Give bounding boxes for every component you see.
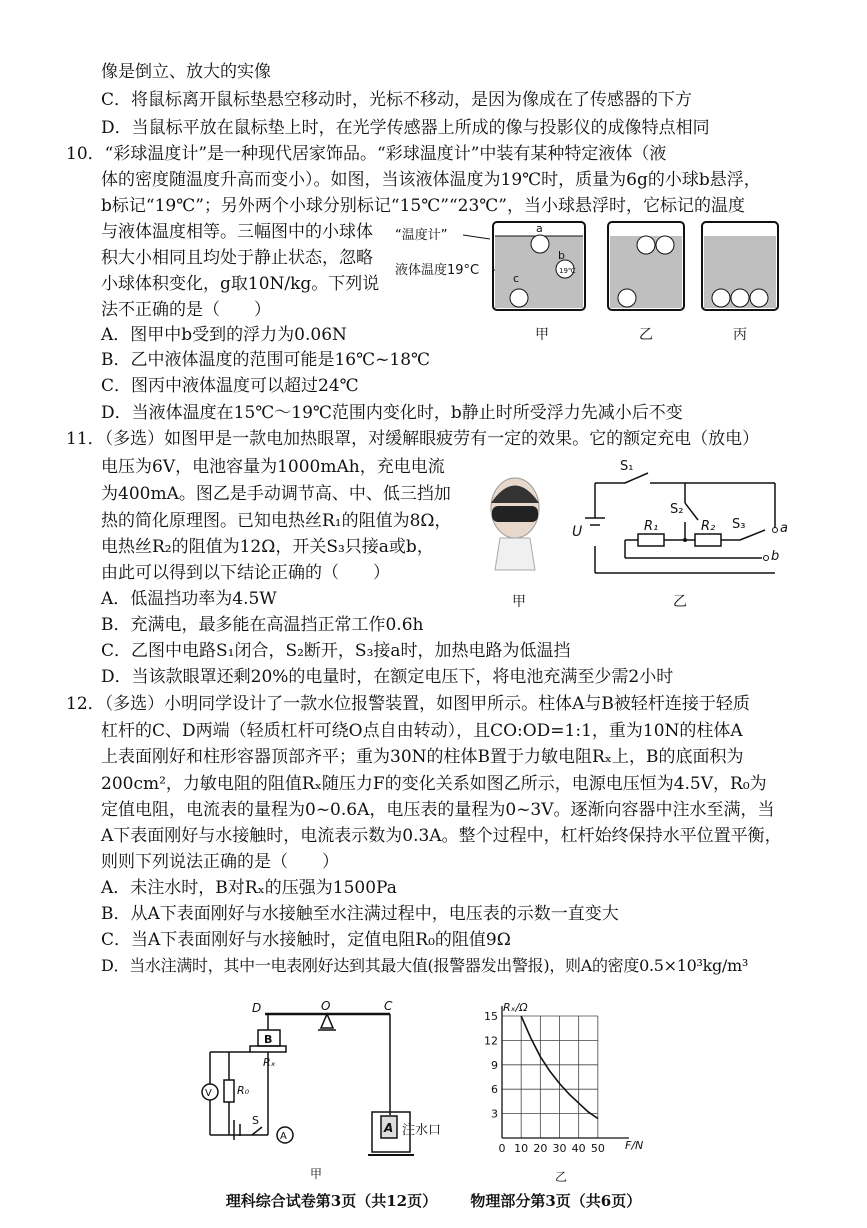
label-U: U [572, 524, 583, 540]
line-4: 体的密度随温度升高而变小）。如图，当该液体温度为19℃时，质量为6g的小球b悬浮， [101, 170, 761, 190]
line-8: 小球体积变化，g取10N/kg。下列说 [101, 274, 380, 294]
line-27: 200cm²，力敏电阻的阻值Rₓ随压力F的变化关系如图乙所示，电源电压恒为4.5V，R₀为 [101, 774, 767, 794]
label-S3: S₃ [732, 517, 746, 532]
ball-c-label: c [513, 272, 520, 285]
label-block-A: A [384, 1121, 394, 1135]
line-12: C．图丙中液体温度可以超过24℃ [101, 376, 359, 396]
line-5: b标记“19℃”；另外两个小球分别标记“15℃”“23℃”，当小球悬浮时，它标记的温度 [101, 196, 745, 216]
caption-bing: 丙 [733, 327, 747, 342]
line-18: 电热丝R₂的阻值为12Ω，开关S₃只接a或b， [101, 537, 434, 557]
line-31: A．未注水时，B对Rₓ的压强为1500Pa [101, 878, 397, 898]
caption-jia-12: 甲 [310, 1167, 323, 1180]
chart-rx-vs-force [475, 995, 645, 1190]
label-a: a [780, 521, 788, 536]
line-20: A．低温挡功率为4.5W [101, 589, 277, 609]
footer-left: 理科综合试卷第3页（共12页） [225, 1192, 438, 1210]
x-tick-label-5: 50 [590, 1142, 605, 1155]
line-23: D．当该款眼罩还剩20%的电量时，在额定电压下，将电池充满至少需2小时 [101, 667, 674, 687]
line-13: D．当液体温度在15℃～19℃范围内变化时，b静止时所受浮力先减小后不变 [101, 403, 683, 423]
x-tick-label-2: 20 [533, 1142, 548, 1155]
chart-caption: 乙 [555, 1170, 568, 1184]
label-R2: R₂ [701, 519, 716, 534]
circuit-diagram [585, 473, 775, 573]
ball-a-label: a [536, 222, 543, 235]
caption-jia-11: 甲 [512, 594, 526, 608]
line-21: B．充满电，最多能在高温挡正常工作0.6h [101, 615, 424, 635]
x-tick-label-3: 30 [552, 1142, 567, 1155]
y-tick-label-2: 9 [491, 1058, 498, 1072]
page-footer [0, 1190, 867, 1211]
line-10: A．图甲中b受到的浮力为0.06N [101, 325, 347, 345]
y-tick-label-1: 6 [491, 1083, 498, 1097]
line-6: 与液体温度相等。三幅图中的小球体 [101, 222, 373, 242]
eye-mask-photo [491, 478, 539, 570]
line-9: 法不正确的是（ ） [101, 300, 271, 320]
x-tick-label-1: 10 [514, 1142, 529, 1155]
label-S2: S₂ [670, 502, 684, 517]
thermometer-label: “温度计” [395, 228, 448, 243]
line-14: 11．（多选）如图甲是一款电加热眼罩，对缓解眼疲劳有一定的效果。它的额定充电（放电） [66, 429, 760, 449]
line-24: 12．（多选）小明同学设计了一款水位报警装置，如图甲所示。柱体A与B被轻杆连接于轻质 [66, 694, 750, 714]
chart-xlabel: F/N [625, 1139, 644, 1152]
line-25: 杠杆的C、D两端（轻质杠杆可绕O点自由转动），且CO:OD=1:1，重为10N的柱体A [101, 721, 743, 741]
label-b: b [771, 549, 780, 564]
line-30: 则则下列说法正确的是（ ） [101, 852, 339, 872]
caption-jia: 甲 [535, 327, 549, 342]
label-R1: R₁ [644, 519, 659, 534]
label-Rx: Rₓ [263, 1056, 276, 1069]
ammeter-label: A [280, 1131, 287, 1142]
y-tick-label-0: 3 [491, 1107, 498, 1121]
line-26: 上表面刚好和柱形容器顶部齐平；重为30N的柱体B置于力敏电阻Rₓ上，B的底面积为 [101, 747, 744, 767]
line-32: B．从A下表面刚好与水接触至水注满过程中，电压表的示数一直变大 [101, 904, 619, 924]
label-S: S [252, 1114, 259, 1127]
line-22: C．乙图中电路S₁闭合，S₂断开，S₃接a时，加热电路为低温挡 [101, 641, 571, 661]
voltmeter-label: V [205, 1088, 212, 1099]
line-33: C．当A下表面刚好与水接触时，定值电阻R₀的阻值9Ω [101, 930, 511, 950]
line-7: 积大小相同且均处于静止状态，忽略 [101, 248, 373, 268]
line-16: 为400mA。图乙是手动调节高、中、低三挡加 [101, 484, 451, 504]
line-3: 10．“彩球温度计”是一种现代居家饰品。“彩球温度计”中装有某种特定液体（液 [66, 144, 667, 164]
jar-yi [608, 222, 684, 310]
caption-yi: 乙 [639, 327, 653, 342]
label-C: C [384, 1000, 393, 1013]
water-inlet-label: 注水口 [402, 1123, 442, 1138]
line-28: 定值电阻，电流表的量程为0~0.6A，电压表的量程为0~3V。逐渐向容器中注水至满，当 [101, 800, 775, 820]
line-2: D．当鼠标平放在鼠标垫上时，在光学传感器上所成的像与投影仪的成像特点相同 [101, 118, 710, 138]
jar-jia [493, 222, 585, 310]
footer-right: 物理部分第3页（共6页） [470, 1192, 642, 1210]
line-17: 热的简化原理图。已知电热丝R₁的阻值为8Ω， [101, 511, 452, 531]
label-R0: R₀ [237, 1084, 250, 1097]
line-15: 电压为6V，电池容量为1000mAh，充电电流 [101, 457, 445, 477]
label-S1: S₁ [620, 459, 634, 474]
line-34: D．当水注满时，其中一电表刚好达到其最大值(报警器发出警报)，则A的密度0.5×10³kg/m³ [101, 956, 749, 975]
y-tick-label-4: 15 [484, 1010, 498, 1023]
label-O: O [321, 1000, 331, 1013]
ball-b-label: b [558, 249, 565, 262]
line-11: B．乙中液体温度的范围可能是16℃~18℃ [101, 350, 431, 370]
figure-ball-thermometer [395, 212, 795, 342]
jar-bing [702, 222, 778, 310]
label-block-B: B [264, 1033, 273, 1046]
x-tick-label-4: 40 [571, 1142, 586, 1155]
line-0: 像是倒立、放大的实像 [101, 62, 271, 82]
y-tick-label-3: 12 [484, 1034, 498, 1048]
liquid-temp-label: 液体温度19°C [395, 263, 480, 278]
ball-b-mark: 19℃ [559, 267, 576, 275]
line-19: 由此可以得到以下结论正确的（ ） [101, 563, 390, 583]
figure-eye-mask-circuit [470, 458, 790, 608]
line-1: C．将鼠标离开鼠标垫悬空移动时，光标不移动，是因为像成在了传感器的下方 [101, 90, 693, 110]
figure-water-alarm [190, 1000, 450, 1180]
line-29: A下表面刚好与水接触时，电流表示数为0.3A。整个过程中，杠杆始终保持水平位置平衡， [101, 826, 782, 846]
label-D: D [252, 1001, 262, 1015]
x-tick-label-0: 0 [498, 1142, 506, 1155]
caption-yi-11: 乙 [673, 594, 687, 608]
chart-ylabel: Rₓ/Ω [503, 1001, 528, 1014]
